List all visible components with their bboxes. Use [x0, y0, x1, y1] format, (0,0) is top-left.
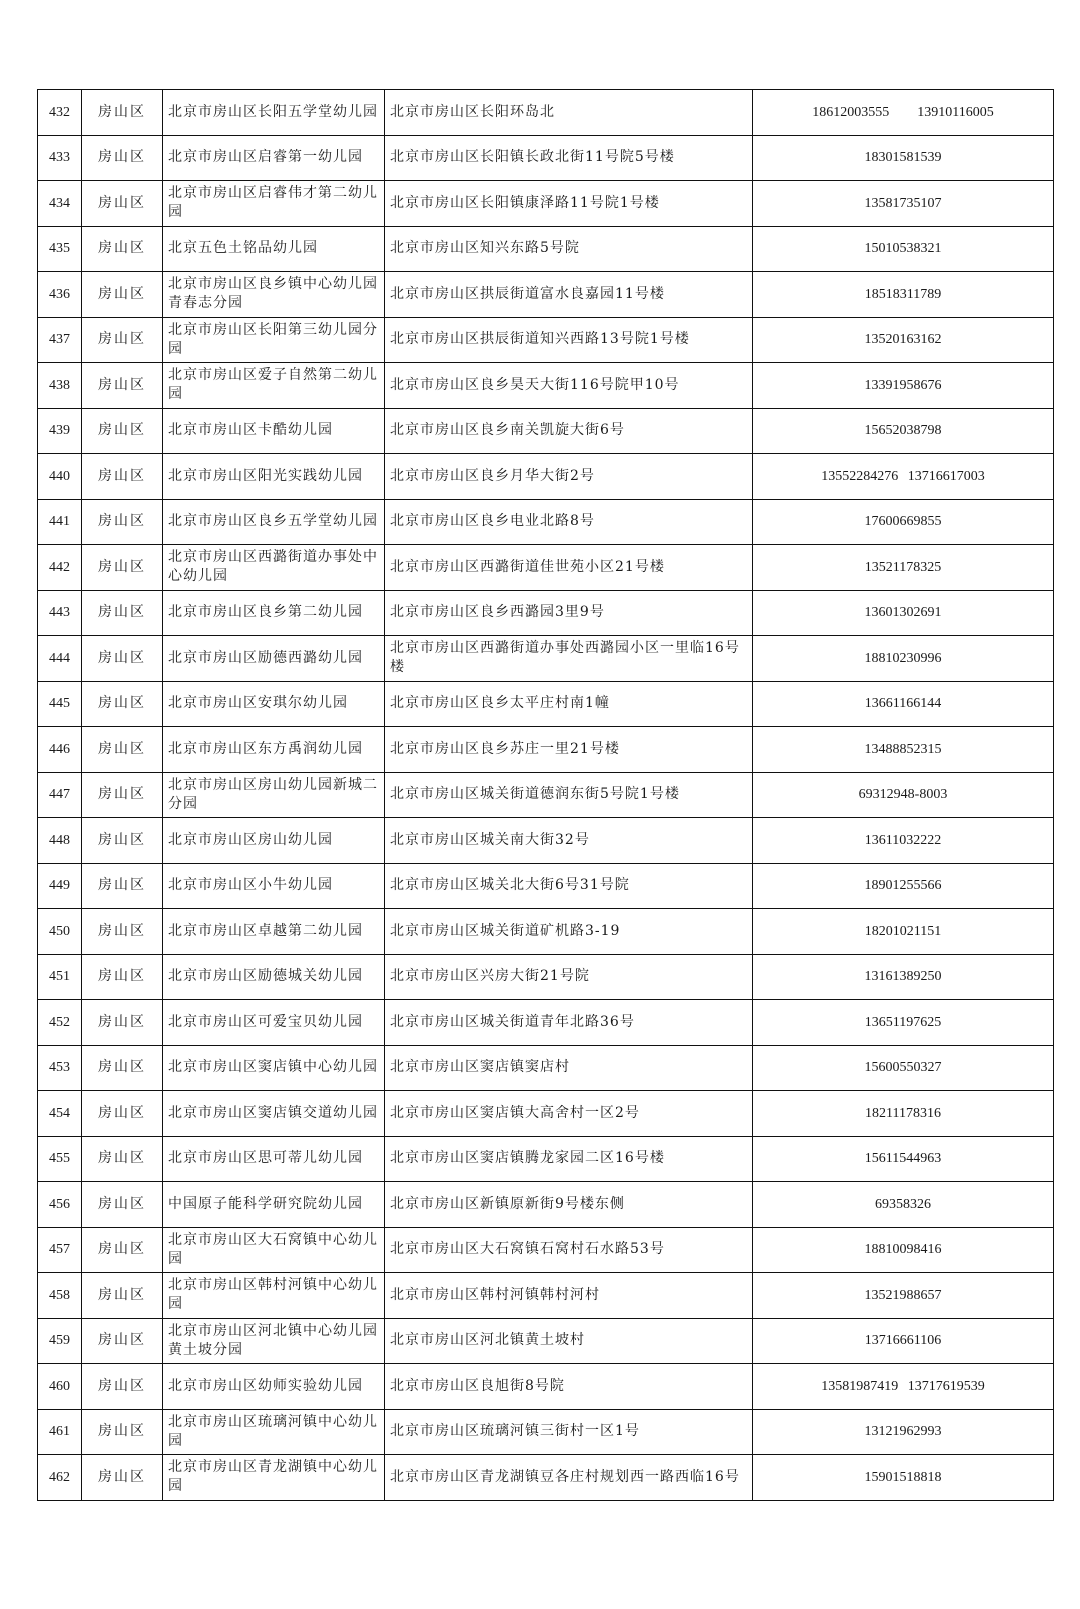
cell-phone: 13716661106 — [753, 1318, 1054, 1364]
cell-kindergarten-name: 北京市房山区琉璃河镇中心幼儿园 — [163, 1409, 385, 1455]
cell-phone: 13651197625 — [753, 1000, 1054, 1046]
table-row — [38, 317, 1054, 363]
cell-address: 北京市房山区窦店镇腾龙家园二区16号楼 — [385, 1136, 753, 1182]
table-row — [38, 1045, 1054, 1091]
cell-number: 440 — [38, 454, 82, 500]
cell-phone: 18518311789 — [753, 272, 1054, 318]
cell-address: 北京市房山区良乡昊天大街116号院甲10号 — [385, 363, 753, 409]
cell-address: 北京市房山区长阳环岛北 — [385, 90, 753, 136]
cell-kindergarten-name: 北京市房山区小牛幼儿园 — [163, 863, 385, 909]
cell-number: 460 — [38, 1364, 82, 1410]
cell-number: 435 — [38, 226, 82, 272]
cell-number: 462 — [38, 1455, 82, 1501]
cell-number: 454 — [38, 1091, 82, 1137]
cell-address: 北京市房山区城关南大街32号 — [385, 818, 753, 864]
cell-number: 433 — [38, 135, 82, 181]
table-row — [38, 363, 1054, 409]
cell-kindergarten-name: 北京市房山区房山幼儿园 — [163, 818, 385, 864]
table-row — [38, 590, 1054, 636]
cell-district: 房山区 — [82, 727, 163, 773]
cell-address: 北京市房山区大石窝镇石窝村石水路53号 — [385, 1227, 753, 1273]
cell-phone: 15600550327 — [753, 1045, 1054, 1091]
table-row — [38, 408, 1054, 454]
table-row — [38, 681, 1054, 727]
cell-number: 444 — [38, 636, 82, 682]
cell-address: 北京市房山区良乡电业北路8号 — [385, 499, 753, 545]
table-row — [38, 1409, 1054, 1455]
cell-kindergarten-name: 北京市房山区房山幼儿园新城二分园 — [163, 772, 385, 818]
cell-phone: 18211178316 — [753, 1091, 1054, 1137]
cell-kindergarten-name: 北京市房山区韩村河镇中心幼儿园 — [163, 1273, 385, 1319]
cell-district: 房山区 — [82, 1136, 163, 1182]
cell-number: 452 — [38, 1000, 82, 1046]
cell-district: 房山区 — [82, 1318, 163, 1364]
cell-number: 439 — [38, 408, 82, 454]
table-row — [38, 772, 1054, 818]
cell-district: 房山区 — [82, 909, 163, 955]
cell-kindergarten-name: 北京市房山区励德城关幼儿园 — [163, 954, 385, 1000]
cell-kindergarten-name: 北京市房山区东方禹润幼儿园 — [163, 727, 385, 773]
cell-kindergarten-name: 北京市房山区阳光实践幼儿园 — [163, 454, 385, 500]
cell-address: 北京市房山区新镇原新街9号楼东侧 — [385, 1182, 753, 1228]
cell-kindergarten-name: 北京市房山区大石窝镇中心幼儿园 — [163, 1227, 385, 1273]
cell-address: 北京市房山区良乡苏庄一里21号楼 — [385, 727, 753, 773]
cell-kindergarten-name: 北京市房山区西潞街道办事处中心幼儿园 — [163, 545, 385, 591]
table-row — [38, 90, 1054, 136]
cell-number: 436 — [38, 272, 82, 318]
cell-district: 房山区 — [82, 1000, 163, 1046]
cell-district: 房山区 — [82, 636, 163, 682]
cell-kindergarten-name: 北京市房山区幼师实验幼儿园 — [163, 1364, 385, 1410]
cell-district: 房山区 — [82, 454, 163, 500]
table-row — [38, 181, 1054, 227]
cell-kindergarten-name: 北京市房山区长阳第三幼儿园分园 — [163, 317, 385, 363]
cell-kindergarten-name: 北京市房山区良乡五学堂幼儿园 — [163, 499, 385, 545]
cell-kindergarten-name: 北京市房山区启睿伟才第二幼儿园 — [163, 181, 385, 227]
cell-address: 北京市房山区城关街道德润东街5号院1号楼 — [385, 772, 753, 818]
cell-address: 北京市房山区知兴东路5号院 — [385, 226, 753, 272]
cell-address: 北京市房山区韩村河镇韩村河村 — [385, 1273, 753, 1319]
cell-district: 房山区 — [82, 772, 163, 818]
cell-address: 北京市房山区窦店镇窦店村 — [385, 1045, 753, 1091]
cell-district: 房山区 — [82, 1364, 163, 1410]
cell-phone: 13581987419 13717619539 — [753, 1364, 1054, 1410]
cell-phone: 15652038798 — [753, 408, 1054, 454]
table-row — [38, 499, 1054, 545]
cell-district: 房山区 — [82, 1045, 163, 1091]
cell-kindergarten-name: 北京市房山区启睿第一幼儿园 — [163, 135, 385, 181]
cell-kindergarten-name: 北京市房山区卓越第二幼儿园 — [163, 909, 385, 955]
cell-district: 房山区 — [82, 681, 163, 727]
table-row — [38, 636, 1054, 682]
cell-number: 453 — [38, 1045, 82, 1091]
cell-kindergarten-name: 北京市房山区爱子自然第二幼儿园 — [163, 363, 385, 409]
cell-district: 房山区 — [82, 863, 163, 909]
cell-district: 房山区 — [82, 181, 163, 227]
cell-district: 房山区 — [82, 954, 163, 1000]
cell-phone: 13521178325 — [753, 545, 1054, 591]
cell-address: 北京市房山区长阳镇康泽路11号院1号楼 — [385, 181, 753, 227]
cell-kindergarten-name: 北京五色土铭品幼儿园 — [163, 226, 385, 272]
cell-district: 房山区 — [82, 1182, 163, 1228]
cell-phone: 18901255566 — [753, 863, 1054, 909]
cell-phone: 13601302691 — [753, 590, 1054, 636]
cell-number: 443 — [38, 590, 82, 636]
cell-phone: 13488852315 — [753, 727, 1054, 773]
cell-number: 448 — [38, 818, 82, 864]
cell-district: 房山区 — [82, 1455, 163, 1501]
cell-phone: 18810098416 — [753, 1227, 1054, 1273]
cell-number: 451 — [38, 954, 82, 1000]
cell-phone: 13121962993 — [753, 1409, 1054, 1455]
cell-number: 458 — [38, 1273, 82, 1319]
cell-district: 房山区 — [82, 499, 163, 545]
cell-phone: 69358326 — [753, 1182, 1054, 1228]
cell-district: 房山区 — [82, 317, 163, 363]
cell-kindergarten-name: 北京市房山区思可蒂儿幼儿园 — [163, 1136, 385, 1182]
cell-address: 北京市房山区河北镇黄土坡村 — [385, 1318, 753, 1364]
cell-kindergarten-name: 北京市房山区长阳五学堂幼儿园 — [163, 90, 385, 136]
table-row — [38, 818, 1054, 864]
cell-address: 北京市房山区西潞街道佳世苑小区21号楼 — [385, 545, 753, 591]
cell-address: 北京市房山区城关街道青年北路36号 — [385, 1000, 753, 1046]
cell-district: 房山区 — [82, 363, 163, 409]
cell-kindergarten-name: 北京市房山区河北镇中心幼儿园黄土坡分园 — [163, 1318, 385, 1364]
cell-number: 450 — [38, 909, 82, 955]
cell-phone: 13552284276 13716617003 — [753, 454, 1054, 500]
cell-phone: 69312948-8003 — [753, 772, 1054, 818]
cell-district: 房山区 — [82, 1273, 163, 1319]
cell-address: 北京市房山区西潞街道办事处西潞园小区一里临16号楼 — [385, 636, 753, 682]
cell-address: 北京市房山区良乡月华大街2号 — [385, 454, 753, 500]
table-row — [38, 226, 1054, 272]
cell-phone: 18810230996 — [753, 636, 1054, 682]
cell-phone: 13581735107 — [753, 181, 1054, 227]
cell-district: 房山区 — [82, 135, 163, 181]
cell-number: 461 — [38, 1409, 82, 1455]
cell-address: 北京市房山区青龙湖镇豆各庄村规划西一路西临16号 — [385, 1455, 753, 1501]
cell-phone: 13520163162 — [753, 317, 1054, 363]
table-row — [38, 1000, 1054, 1046]
table-row — [38, 545, 1054, 591]
table-row — [38, 727, 1054, 773]
cell-number: 456 — [38, 1182, 82, 1228]
cell-number: 457 — [38, 1227, 82, 1273]
table-row — [38, 1091, 1054, 1137]
cell-number: 455 — [38, 1136, 82, 1182]
cell-kindergarten-name: 北京市房山区卡酷幼儿园 — [163, 408, 385, 454]
cell-address: 北京市房山区琉璃河镇三街村一区1号 — [385, 1409, 753, 1455]
cell-kindergarten-name: 北京市房山区良乡镇中心幼儿园青春志分园 — [163, 272, 385, 318]
cell-number: 446 — [38, 727, 82, 773]
table-row — [38, 454, 1054, 500]
table-row — [38, 1364, 1054, 1410]
cell-number: 445 — [38, 681, 82, 727]
cell-phone: 13521988657 — [753, 1273, 1054, 1319]
cell-district: 房山区 — [82, 226, 163, 272]
table-row — [38, 1273, 1054, 1319]
cell-district: 房山区 — [82, 818, 163, 864]
cell-phone: 15611544963 — [753, 1136, 1054, 1182]
cell-address: 北京市房山区窦店镇大高舍村一区2号 — [385, 1091, 753, 1137]
table-row — [38, 863, 1054, 909]
cell-phone: 18612003555 13910116005 — [753, 90, 1054, 136]
cell-address: 北京市房山区拱辰街道富水良嘉园11号楼 — [385, 272, 753, 318]
cell-address: 北京市房山区拱辰街道知兴西路13号院1号楼 — [385, 317, 753, 363]
cell-phone: 13661166144 — [753, 681, 1054, 727]
table-row — [38, 272, 1054, 318]
cell-number: 449 — [38, 863, 82, 909]
cell-district: 房山区 — [82, 590, 163, 636]
cell-number: 442 — [38, 545, 82, 591]
cell-phone: 15901518818 — [753, 1455, 1054, 1501]
cell-district: 房山区 — [82, 408, 163, 454]
table-row — [38, 1318, 1054, 1364]
cell-district: 房山区 — [82, 90, 163, 136]
cell-district: 房山区 — [82, 545, 163, 591]
cell-phone: 15010538321 — [753, 226, 1054, 272]
table-row — [38, 1455, 1054, 1501]
table-row — [38, 1227, 1054, 1273]
cell-district: 房山区 — [82, 272, 163, 318]
cell-phone: 13161389250 — [753, 954, 1054, 1000]
cell-district: 房山区 — [82, 1091, 163, 1137]
cell-phone: 13611032222 — [753, 818, 1054, 864]
cell-kindergarten-name: 中国原子能科学研究院幼儿园 — [163, 1182, 385, 1228]
cell-phone: 13391958676 — [753, 363, 1054, 409]
cell-kindergarten-name: 北京市房山区可爱宝贝幼儿园 — [163, 1000, 385, 1046]
cell-number: 432 — [38, 90, 82, 136]
cell-number: 438 — [38, 363, 82, 409]
cell-phone: 17600669855 — [753, 499, 1054, 545]
cell-kindergarten-name: 北京市房山区窦店镇中心幼儿园 — [163, 1045, 385, 1091]
cell-address: 北京市房山区良乡南关凯旋大街6号 — [385, 408, 753, 454]
cell-phone: 18201021151 — [753, 909, 1054, 955]
cell-number: 447 — [38, 772, 82, 818]
table-row — [38, 1136, 1054, 1182]
table-row — [38, 909, 1054, 955]
cell-kindergarten-name: 北京市房山区窦店镇交道幼儿园 — [163, 1091, 385, 1137]
cell-kindergarten-name: 北京市房山区励德西潞幼儿园 — [163, 636, 385, 682]
table-row — [38, 954, 1054, 1000]
cell-kindergarten-name: 北京市房山区青龙湖镇中心幼儿园 — [163, 1455, 385, 1501]
cell-phone: 18301581539 — [753, 135, 1054, 181]
cell-address: 北京市房山区长阳镇长政北街11号院5号楼 — [385, 135, 753, 181]
cell-address: 北京市房山区城关北大街6号31号院 — [385, 863, 753, 909]
kindergarten-table — [37, 89, 1054, 1501]
cell-address: 北京市房山区良乡西潞园3里9号 — [385, 590, 753, 636]
cell-number: 437 — [38, 317, 82, 363]
cell-address: 北京市房山区良乡太平庄村南1幢 — [385, 681, 753, 727]
table-row — [38, 135, 1054, 181]
cell-address: 北京市房山区兴房大街21号院 — [385, 954, 753, 1000]
cell-kindergarten-name: 北京市房山区安琪尔幼儿园 — [163, 681, 385, 727]
cell-district: 房山区 — [82, 1409, 163, 1455]
table-row — [38, 1182, 1054, 1228]
cell-district: 房山区 — [82, 1227, 163, 1273]
cell-number: 459 — [38, 1318, 82, 1364]
cell-address: 北京市房山区良旭街8号院 — [385, 1364, 753, 1410]
cell-address: 北京市房山区城关街道矿机路3-19 — [385, 909, 753, 955]
cell-kindergarten-name: 北京市房山区良乡第二幼儿园 — [163, 590, 385, 636]
cell-number: 441 — [38, 499, 82, 545]
table-body — [38, 90, 1054, 1501]
cell-number: 434 — [38, 181, 82, 227]
